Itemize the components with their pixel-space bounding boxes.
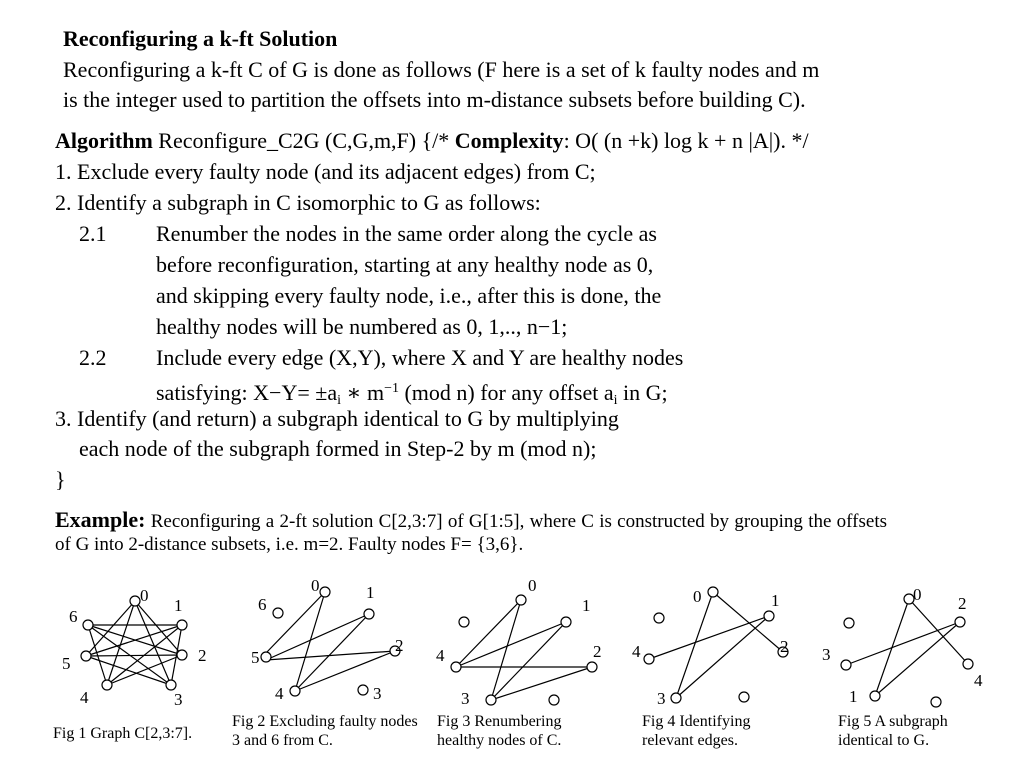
formula-superscript: −1: [384, 381, 399, 396]
node-label: 2: [780, 637, 789, 656]
graph-node: [451, 662, 461, 672]
graph-node-faulty: [739, 692, 749, 702]
graph-node: [177, 620, 187, 630]
node-label: 0: [311, 576, 320, 595]
intro-line-1: Reconfiguring a k-ft C of G is done as follows (F here is a set of k faulty nodes and m: [63, 57, 820, 82]
node-label: 3: [822, 645, 831, 664]
fig2-nodes: [261, 587, 400, 696]
figure-caption: Fig 4 Identifying relevant edges.: [642, 713, 751, 749]
graph-node: [81, 651, 91, 661]
graph-node: [516, 595, 526, 605]
algorithm-keyword: Algorithm: [55, 128, 153, 153]
fig4-nodes: [644, 587, 788, 703]
node-label: 1: [771, 591, 780, 610]
graph-node: [486, 695, 496, 705]
step-2-1-line: healthy nodes will be numbered as 0, 1,.., n−1;: [156, 314, 568, 339]
node-label: 4: [275, 684, 284, 703]
node-label: 1: [366, 583, 375, 602]
graph-node: [261, 652, 271, 662]
node-label: 3: [373, 684, 382, 703]
graph-node: [561, 617, 571, 627]
graph-node: [708, 587, 718, 597]
step-2-1-line: and skipping every faulty node, i.e., after this is done, the: [156, 283, 662, 308]
step-2-1-number: 2.1: [79, 221, 107, 246]
formula-part: ∗ m: [340, 380, 385, 405]
graph-node: [166, 680, 176, 690]
step-2-2-number: 2.2: [79, 345, 107, 370]
node-label: 3: [461, 689, 470, 708]
node-label: 1: [174, 596, 183, 615]
algorithm-signature: Reconfigure_C2G (C,G,m,F) {/*: [152, 128, 455, 153]
graph-node-faulty: [654, 613, 664, 623]
algorithm-step-3: 3. Identify (and return) a subgraph identical to G by multiplying: [55, 406, 619, 431]
figure-caption: Fig 2 Excluding faulty nodes 3 and 6 from C.: [232, 713, 418, 749]
formula-part: in G;: [617, 380, 668, 405]
complexity-label: Complexity: [454, 128, 564, 153]
intro-line-2: is the integer used to partition the offsets into m-distance subsets before building C).: [63, 87, 806, 112]
graph-node: [764, 611, 774, 621]
fig1-edges: [86, 601, 182, 685]
graph-node-faulty: [931, 697, 941, 707]
formula-subscript: i: [613, 393, 618, 408]
node-label: 2: [958, 594, 967, 613]
graph-node-faulty: [844, 618, 854, 628]
node-label: 4: [436, 646, 445, 665]
section-title: Reconfiguring a k-ft Solution: [63, 26, 338, 51]
figure-caption: Fig 1 Graph C[2,3:7].: [53, 725, 193, 742]
fig5-edges: [846, 599, 968, 696]
node-label: 3: [174, 690, 183, 709]
node-label: 2: [395, 636, 404, 655]
graph-node-faulty: [549, 695, 559, 705]
node-label: 0: [140, 586, 149, 605]
graph-node: [963, 659, 973, 669]
graph-node: [290, 686, 300, 696]
figures-diagram: [0, 570, 1024, 720]
fig5-nodes: [841, 594, 973, 707]
node-label: 0: [528, 576, 537, 595]
fig3-edges: [456, 600, 592, 700]
node-label: 2: [198, 646, 207, 665]
algorithm-header: [55, 126, 809, 156]
formula-subscript: i: [337, 393, 341, 408]
node-label: 6: [258, 595, 267, 614]
example-label: Example:: [55, 507, 146, 532]
graph-node: [955, 617, 965, 627]
node-label: 5: [62, 654, 71, 673]
graph-node: [587, 662, 597, 672]
formula-part: (mod n) for any offset a: [398, 380, 614, 405]
graph-node: [102, 680, 112, 690]
graph-node: [870, 691, 880, 701]
algorithm-step-2: 2. Identify a subgraph in C isomorphic to G as follows:: [55, 190, 541, 215]
graph-node: [83, 620, 93, 630]
fig4-edges: [649, 592, 783, 698]
node-label: 6: [69, 607, 78, 626]
graph-node: [177, 650, 187, 660]
node-label: 4: [632, 642, 641, 661]
complexity-text: : O( (n +k) log k + n |A|). */: [563, 128, 809, 153]
graph-node: [130, 596, 140, 606]
graph-node-faulty: [358, 685, 368, 695]
node-label: 1: [849, 687, 858, 706]
node-label: 5: [251, 648, 260, 667]
node-label: 2: [593, 642, 602, 661]
step-2-1-line: Renumber the nodes in the same order along the cycle as: [156, 221, 657, 246]
graph-node: [644, 654, 654, 664]
example-text: Reconfiguring a 2-ft solution C[2,3:7] of G[1:5], where C is constructed by grouping the offsets of G into 2-distance subsets, i.e. m=2. Faulty nodes F= {3,6}.: [55, 511, 887, 555]
step-2-2-line-1: Include every edge (X,Y), where X and Y are healthy nodes: [156, 345, 684, 370]
algorithm-step-3-cont: each node of the subgraph formed in Step-2 by m (mod n);: [79, 436, 597, 461]
algorithm-close-brace: }: [55, 467, 66, 492]
graph-node: [320, 587, 330, 597]
figure-caption: Fig 3 Renumbering healthy nodes of C.: [437, 713, 562, 749]
step-2-1-line: before reconfiguration, starting at any healthy node as 0,: [156, 252, 654, 277]
graph-node: [841, 660, 851, 670]
node-label: 3: [657, 689, 666, 708]
node-label: 0: [913, 585, 922, 604]
node-label: 1: [582, 596, 591, 615]
example-paragraph: [55, 508, 887, 556]
algorithm-step-1: 1. Exclude every faulty node (and its adjacent edges) from C;: [55, 159, 596, 184]
formula-part: satisfying: X−Y= ±a: [156, 380, 338, 405]
node-label: 4: [80, 688, 89, 707]
fig2-edges: [266, 592, 395, 691]
node-label: 4: [974, 671, 983, 690]
figure-caption: Fig 5 A subgraph identical to G.: [838, 713, 948, 749]
node-label: 0: [693, 587, 702, 606]
graph-node-faulty: [273, 608, 283, 618]
graph-node: [671, 693, 681, 703]
graph-node: [364, 609, 374, 619]
graph-node-faulty: [459, 617, 469, 627]
